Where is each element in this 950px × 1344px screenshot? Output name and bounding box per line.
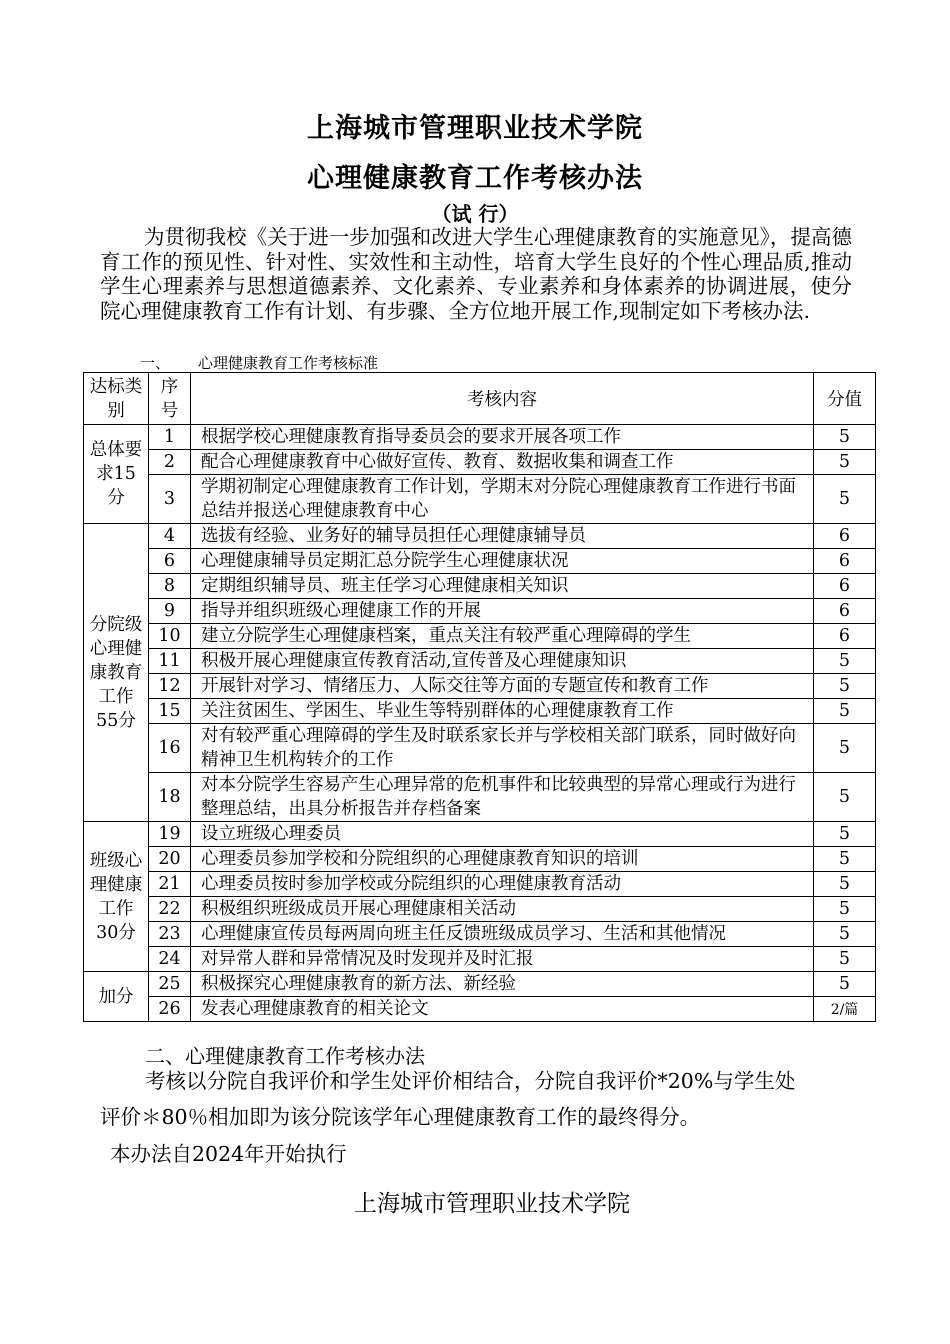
- row-score: 5: [814, 822, 876, 847]
- row-content: 心理委员参加学校和分院组织的心理健康教育知识的培训: [191, 847, 814, 872]
- row-content: 积极探究心理健康教育的新方法、新经验: [191, 972, 814, 997]
- section-1-heading: [140, 352, 378, 373]
- table-row: [84, 847, 876, 872]
- category-cell: 分院级心理健康教育工作55分: [84, 524, 149, 822]
- row-number: 16: [149, 724, 191, 773]
- table-row: [84, 574, 876, 599]
- signature: 上海城市管理职业技术学院: [354, 1191, 630, 1217]
- row-number: 3: [149, 475, 191, 524]
- header-score: 分值: [814, 373, 876, 425]
- row-number: 18: [149, 773, 191, 822]
- table-row: [84, 649, 876, 674]
- row-score: 5: [814, 724, 876, 773]
- table-row: [84, 699, 876, 724]
- row-content: 心理委员按时参加学校或分院组织的心理健康教育活动: [191, 872, 814, 897]
- row-number: 24: [149, 947, 191, 972]
- table-row: [84, 549, 876, 574]
- row-content: 指导并组织班级心理健康工作的开展: [191, 599, 814, 624]
- row-content: 开展针对学习、情绪压力、人际交往等方面的专题宣传和教育工作: [191, 674, 814, 699]
- row-number: 2: [149, 450, 191, 475]
- row-content: 心理健康宣传员每两周向班主任反馈班级成员学习、生活和其他情况: [191, 922, 814, 947]
- table-row: [84, 599, 876, 624]
- table-row: [84, 972, 876, 997]
- row-content: 对异常人群和异常情况及时发现并及时汇报: [191, 947, 814, 972]
- row-score: 2/篇: [814, 997, 876, 1022]
- row-score: 6: [814, 549, 876, 574]
- row-content: 设立班级心理委员: [191, 822, 814, 847]
- row-score: 5: [814, 699, 876, 724]
- row-score: 5: [814, 773, 876, 822]
- row-number: 15: [149, 699, 191, 724]
- evaluation-text-line2: 评价＊80％相加即为该分院该学年心理健康教育工作的最终得分。: [100, 1105, 701, 1129]
- table-row: [84, 475, 876, 524]
- section-1-number: 一、: [140, 354, 171, 372]
- row-number: 6: [149, 549, 191, 574]
- row-content: 建立分院学生心理健康档案，重点关注有较严重心理障碍的学生: [191, 624, 814, 649]
- criteria-table-body: [84, 373, 876, 1022]
- table-row: [84, 674, 876, 699]
- table-row: [84, 922, 876, 947]
- row-content: 根据学校心理健康教育指导委员会的要求开展各项工作: [191, 425, 814, 450]
- row-content: 心理健康辅导员定期汇总分院学生心理健康状况: [191, 549, 814, 574]
- table-row: [84, 524, 876, 549]
- header-category: 达标类别: [84, 373, 149, 425]
- table-row: [84, 450, 876, 475]
- table-row: [84, 822, 876, 847]
- row-number: 19: [149, 822, 191, 847]
- row-score: 5: [814, 897, 876, 922]
- table-row: [84, 872, 876, 897]
- table-row: [84, 724, 876, 773]
- row-number: 23: [149, 922, 191, 947]
- row-score: 6: [814, 624, 876, 649]
- row-number: 20: [149, 847, 191, 872]
- table-row: [84, 624, 876, 649]
- table-row: [84, 997, 876, 1022]
- category-cell: 加分: [84, 972, 149, 1022]
- row-score: 5: [814, 847, 876, 872]
- row-content: 选拔有经验、业务好的辅导员担任心理健康辅导员: [191, 524, 814, 549]
- row-number: 26: [149, 997, 191, 1022]
- category-cell: 班级心理健康工作30分: [84, 822, 149, 972]
- row-content: 对本分院学生容易产生心理异常的危机事件和比较典型的异常心理或行为进行整理总结，出具分析报告并存档备案: [191, 773, 814, 822]
- row-content: 定期组织辅导员、班主任学习心理健康相关知识: [191, 574, 814, 599]
- intro-text: 为贯彻我校《关于进一步加强和改进大学生心理健康教育的实施意见》，提高德育工作的预见性、针对性、实效性和主动性，培育大学生良好的个性心理品质,推动学生心理素养与思想道德素养、文化素养、专业素养和身体素养的协调进展，使分院心理健康教育工作有计划、有步骤、全方位地开展工作,现制定如下考核办法.: [100, 225, 852, 323]
- row-content: 学期初制定心理健康教育工作计划，学期末对分院心理健康教育工作进行书面总结并报送心理健康教育中心: [191, 475, 814, 524]
- row-score: 5: [814, 947, 876, 972]
- category-cell: 总体要求15分: [84, 425, 149, 524]
- table-row: [84, 947, 876, 972]
- row-score: 5: [814, 649, 876, 674]
- header-content: 考核内容: [191, 373, 814, 425]
- row-number: 12: [149, 674, 191, 699]
- row-content: 发表心理健康教育的相关论文: [191, 997, 814, 1022]
- row-score: 5: [814, 425, 876, 450]
- header-no: 序号: [149, 373, 191, 425]
- row-number: 10: [149, 624, 191, 649]
- table-row: [84, 425, 876, 450]
- row-content: 关注贫困生、学困生、毕业生等特别群体的心理健康教育工作: [191, 699, 814, 724]
- row-score: 5: [814, 872, 876, 897]
- document-title: 心理健康教育工作考核办法: [307, 163, 643, 194]
- table-row: [84, 773, 876, 822]
- trial-label: （试 行）: [431, 202, 519, 226]
- section-1-title: 心理健康教育工作考核标准: [198, 354, 379, 372]
- section-2-heading: 二、心理健康教育工作考核办法: [145, 1044, 425, 1068]
- row-score: 6: [814, 524, 876, 549]
- row-score: 5: [814, 450, 876, 475]
- row-score: 5: [814, 922, 876, 947]
- row-score: 5: [814, 674, 876, 699]
- row-number: 21: [149, 872, 191, 897]
- row-score: 5: [814, 475, 876, 524]
- row-number: 11: [149, 649, 191, 674]
- table-row: [84, 897, 876, 922]
- row-number: 1: [149, 425, 191, 450]
- row-content: 积极组织班级成员开展心理健康相关活动: [191, 897, 814, 922]
- school-title: 上海城市管理职业技术学院: [307, 113, 643, 144]
- row-score: 6: [814, 599, 876, 624]
- criteria-table: [83, 372, 876, 1022]
- row-content: 配合心理健康教育中心做好宣传、教育、数据收集和调查工作: [191, 450, 814, 475]
- row-number: 8: [149, 574, 191, 599]
- intro-paragraph: [100, 225, 852, 323]
- row-number: 25: [149, 972, 191, 997]
- table-header-row: [84, 373, 876, 425]
- row-content: 对有较严重心理障碍的学生及时联系家长并与学校相关部门联系，同时做好向精神卫生机构转介的工作: [191, 724, 814, 773]
- effective-date: 本办法自2024年开始执行: [110, 1142, 347, 1166]
- evaluation-text-line1: 考核以分院自我评价和学生处评价相结合，分院自我评价*20%与学生处: [145, 1069, 796, 1093]
- row-number: 4: [149, 524, 191, 549]
- row-score: 6: [814, 574, 876, 599]
- row-score: 5: [814, 972, 876, 997]
- row-content: 积极开展心理健康宣传教育活动,宣传普及心理健康知识: [191, 649, 814, 674]
- row-number: 22: [149, 897, 191, 922]
- row-number: 9: [149, 599, 191, 624]
